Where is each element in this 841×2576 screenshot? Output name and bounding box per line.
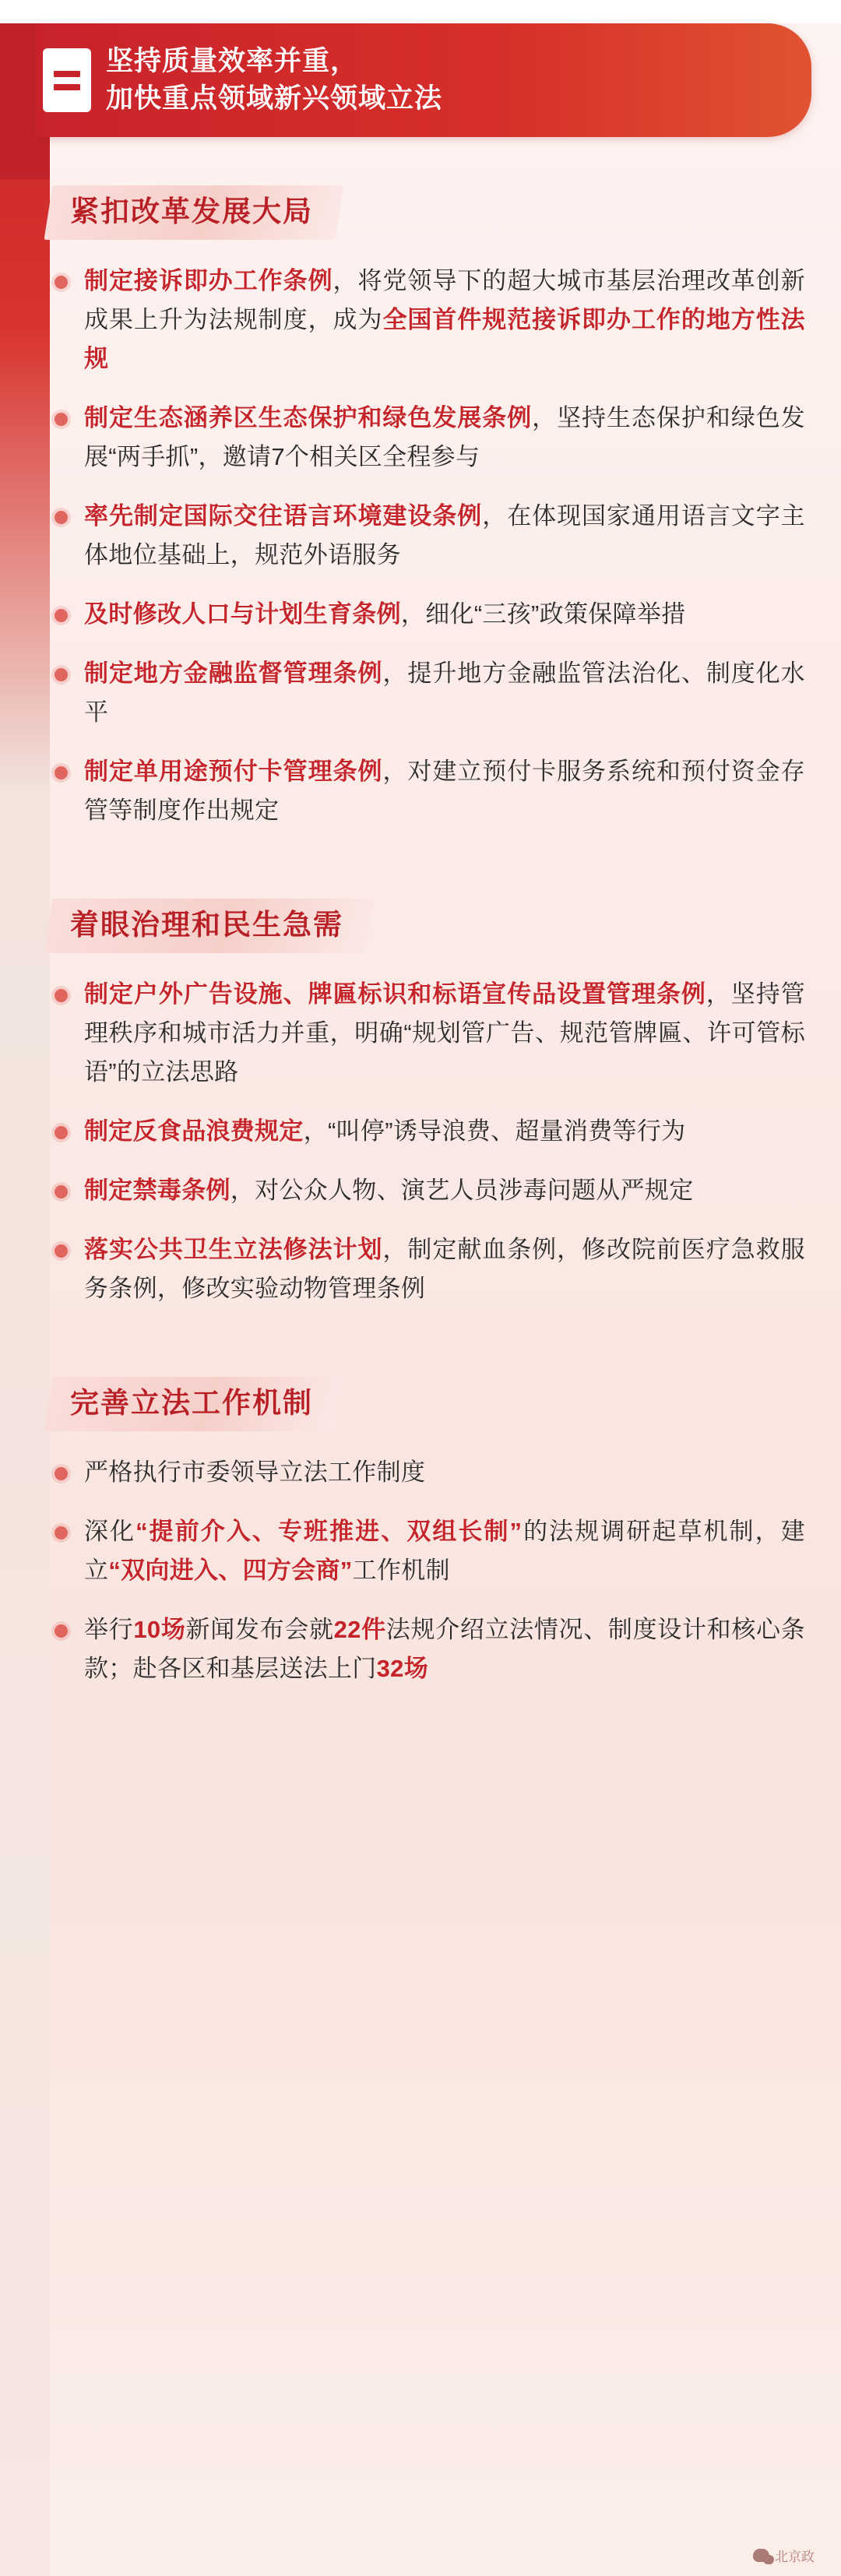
item-text: ，制定献血条例，修改院前医疗急救服务条例，修改实验动物管理条例 [84, 1236, 805, 1302]
two-bars-icon [43, 48, 91, 112]
bullet-dot-icon [55, 766, 68, 779]
list-item [48, 595, 805, 634]
list-item [48, 497, 805, 575]
list-item [48, 752, 805, 830]
section-title-bg [44, 185, 343, 240]
item-text-highlight: 10场 [133, 1616, 186, 1643]
decorative-left-band [0, 23, 50, 2576]
item-text-highlight: 落实公共卫生立法修法计划 [84, 1236, 383, 1263]
item-text: 深化 [84, 1518, 136, 1545]
item-text-highlight: 制定禁毒条例 [84, 1177, 230, 1204]
item-text: ，提升地方金融监管法治化、制度化水平 [84, 660, 805, 726]
item-text-highlight: “双向进入、四方会商” [108, 1557, 353, 1584]
item-text: ，坚持生态保护和绿色发展“两手抓”，邀请7个相关区全程参与 [84, 404, 805, 470]
badge-bar-bottom [54, 84, 80, 90]
section-title-bg [44, 1377, 343, 1431]
list-item [48, 262, 805, 378]
item-text-highlight: “提前介入、专班推进、双组长制” [135, 1518, 523, 1545]
list-item [48, 1453, 805, 1492]
footer-watermark [753, 2546, 815, 2565]
item-list [48, 262, 805, 830]
bullet-dot-icon [55, 276, 68, 289]
bottom-spacer [0, 1709, 841, 1763]
item-text-highlight: 制定单用途预付卡管理条例 [84, 758, 383, 785]
list-item [48, 1512, 805, 1590]
bullet-dot-icon [55, 668, 68, 681]
bullet-dot-icon [55, 413, 68, 426]
item-text: 严格执行市委领导立法工作制度 [84, 1459, 426, 1486]
header-badge [34, 23, 100, 137]
item-text: ，细化“三孩”政策保障举措 [400, 600, 686, 628]
badge-bar-top [54, 71, 80, 77]
section-title-text: 着眼治理和民生急需 [70, 910, 343, 941]
section [48, 1328, 805, 1688]
section-title-chip [48, 1377, 340, 1431]
item-text: ，对公众人物、演艺人员涉毒问题从严规定 [230, 1177, 694, 1204]
item-text: ，在体现国家通用语言文字主体地位基础上，规范外语服务 [84, 502, 805, 568]
list-item [48, 1610, 805, 1688]
bullet-dot-icon [55, 1244, 68, 1258]
bullet-dot-icon [55, 1624, 68, 1638]
item-text-highlight: 22件 [333, 1616, 386, 1643]
item-text: 的法规调研起草机制，建立 [84, 1518, 805, 1584]
item-text-highlight: 及时修改人口与计划生育条例 [84, 600, 401, 628]
page-title-line2: 加快重点领域新兴领域立法 [106, 83, 443, 114]
section [48, 850, 805, 1308]
item-text-highlight: 制定反食品浪费规定 [84, 1117, 304, 1145]
section-title-chip [48, 185, 340, 240]
item-text: 工作机制 [352, 1557, 450, 1584]
item-text: ，对建立预付卡服务系统和预付资金存管等制度作出规定 [84, 758, 805, 824]
list-item [48, 654, 805, 732]
footer-label: 北京政 [775, 2550, 815, 2564]
item-text: 举行 [84, 1616, 134, 1643]
item-text-highlight: 制定地方金融监督管理条例 [84, 660, 383, 687]
bullet-dot-icon [55, 609, 68, 622]
section-title-text: 完善立法工作机制 [70, 1388, 313, 1420]
item-text: ，将党领导下的超大城市基层治理改革创新成果上升为法规制度，成为 [84, 267, 806, 333]
section-title-text: 紧扣改革发展大局 [70, 196, 313, 228]
bullet-dot-icon [55, 989, 68, 1002]
bullet-dot-icon [55, 1185, 68, 1198]
section [48, 137, 805, 830]
item-text: 新闻发布会就 [185, 1616, 334, 1643]
list-item [48, 1112, 805, 1151]
sections-container [0, 137, 841, 1688]
item-text-highlight: 32场 [376, 1655, 428, 1682]
bullet-dot-icon [55, 1126, 68, 1139]
page-header [34, 23, 811, 137]
item-text-highlight: 率先制定国际交往语言环境建设条例 [84, 502, 483, 530]
section-title-bg [44, 899, 374, 953]
list-item [48, 1171, 805, 1210]
item-text: 法规介绍立法情况、制度设计和核心条款；赴各区和基层送法上门 [84, 1616, 805, 1682]
page-title [100, 43, 442, 118]
page-title-line1: 坚持质量效率并重， [106, 46, 359, 76]
wechat-icon [753, 2549, 769, 2562]
bullet-dot-icon [55, 1467, 68, 1480]
item-list [48, 975, 805, 1308]
list-item [48, 975, 805, 1092]
item-text-highlight: 制定生态涵养区生态保护和绿色发展条例 [84, 404, 533, 431]
item-text-highlight: 制定户外广告设施、牌匾标识和标语宣传品设置管理条例 [84, 980, 706, 1008]
item-text-highlight: 全国首件规范接诉即办工作的地方性法规 [84, 306, 805, 372]
item-text: ，坚持管理秩序和城市活力并重，明确“规划管广告、规范管牌匾、许可管标语”的立法思路 [84, 980, 806, 1086]
item-text-highlight: 制定接诉即办工作条例 [84, 267, 333, 294]
bullet-dot-icon [55, 511, 68, 524]
section-title-chip [48, 899, 370, 953]
list-item [48, 399, 805, 477]
bullet-dot-icon [55, 1526, 68, 1540]
item-list [48, 1453, 805, 1688]
item-text: ，“叫停”诱导浪费、超量消费等行为 [303, 1117, 686, 1145]
list-item [48, 1230, 805, 1308]
